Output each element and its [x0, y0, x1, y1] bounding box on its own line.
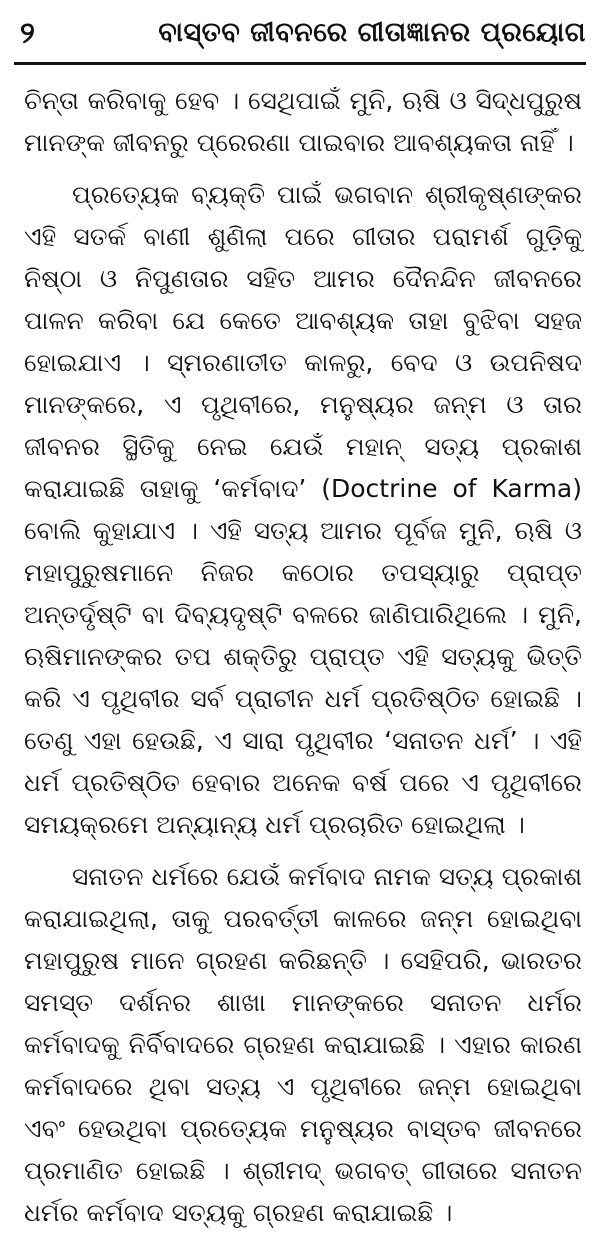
page-number: ୨	[20, 15, 35, 51]
header-rule	[14, 62, 586, 65]
body-text	[24, 80, 582, 1244]
paragraph-2: ପ୍ରତ୍ୟେକ ବ୍ୟକ୍ତି ପାଇଁ ଭଗବାନ ଶ୍ରୀକୃଷ୍ଣଙ୍କର ଏହି ସତର୍କ ବାଣୀ ଶୁଣିଲା ପରେ ଗୀତାର ପରାମର୍ଶ ଗୁଡ଼ିକୁ ନିଷ୍ଠା ଓ ନିପୁଣତାର ସହିତ ଆମର ଦୈନନ୍ଦିନ ଜୀବନରେ ପାଳନ କରିବା ଯେ କେତେ ଆବଶ୍ୟକ ତାହା ବୁଝିବା ସହଜ ହୋଇଯାଏ । ସ୍ମରଣାତୀତ କାଳରୁ, ବେଦ ଓ ଉପନିଷଦ ମାନଙ୍କରେ, ଏ ପୃଥିବୀରେ, ମନୁଷ୍ୟର ଜନ୍ମ ଓ ତାର ଜୀବନର ସ୍ଥିତିକୁ ନେଇ ଯେଉଁ ମହାନ୍ ସତ୍ୟ ପ୍ରକାଶ କରାଯାଇଛି ତାହାକୁ ‘କର୍ମବାଦ’ (Doctrine of Karma) ବୋଲି କୁହାଯାଏ । ଏହି ସତ୍ୟ ଆମର ପୂର୍ବଜ ମୁନି, ଋଷି ଓ ମହାପୁରୁଷମାନେ ନିଜର କଠୋର ତପସ୍ୟାରୁ ପ୍ରାପ୍ତ ଅନ୍ତର୍ଦୃଷ୍ଟି ବା ଦିବ୍ୟଦୃଷ୍ଟି ବଳରେ ଜାଣିପାରିଥିଲେ । ମୁନି, ଋଷିମାନଙ୍କର ତପ ଶକ୍ତିରୁ ପ୍ରାପ୍ତ ଏହି ସତ୍ୟକୁ ଭିତ୍ତି କରି ଏ ପୃଥିବୀର ସର୍ବ ପ୍ରାଚୀନ ଧର୍ମ ପ୍ରତିଷ୍ଠିତ ହୋଇଛି । ତେଣୁ ଏହା ହେଉଛି, ଏ ସାରା ପୃଥିବୀର ‘ସନାତନ ଧର୍ମ’ । ଏହି ଧର୍ମ ପ୍ରତିଷ୍ଠିତ ହେବାର ଅନେକ ବର୍ଷ ପରେ ଏ ପୃଥିବୀରେ ସମୟକ୍ରମେ ଅନ୍ୟାନ୍ୟ ଧର୍ମ ପ୍ରଚାରିତ ହୋଇଥିଲା ।	[24, 180, 582, 839]
paragraph-3: ସନାତନ ଧର୍ମରେ ଯେଉଁ କର୍ମବାଦ ନାମକ ସତ୍ୟ ପ୍ରକାଶ କରାଯାଇଥିଲା, ତାକୁ ପରବର୍ତ୍ତୀ କାଳରେ ଜନ୍ମ ହୋଇଥିବା ମହାପୁରୁଷ ମାନେ ଗ୍ରହଣ କରିଛନ୍ତି । ସେହିପରି, ଭାରତର ସମସ୍ତ ଦର୍ଶନର ଶାଖା ମାନଙ୍କରେ ସନାତନ ଧର୍ମର କର୍ମବାଦକୁ ନିର୍ବିବାଦରେ ଗ୍ରହଣ କରାଯାଇଛି । ଏହାର କାରଣ କର୍ମବାଦରେ ଥିବା ସତ୍ୟ ଏ ପୃଥିବୀରେ ଜନ୍ମ ହୋଇଥିବା ଏବଂ ହେଉଥିବା ପ୍ରତ୍ୟେକ ମନୁଷ୍ୟର ବାସ୍ତବ ଜୀବନରେ ପ୍ରମାଣିତ ହୋଇଛି । ଶ୍ରୀମଦ୍ ଭଗବତ୍ ଗୀତାରେ ସନାତନ ଧର୍ମର କର୍ମବାଦ ସତ୍ୟକୁ ଗ୍ରହଣ କରାଯାଇଛି ।	[24, 862, 582, 1227]
paragraph-1: ଚିନ୍ତା କରିବାକୁ ହେବ । ସେଥିପାଇଁ ମୁନି, ଋଷି ଓ ସିଦ୍ଧପୁରୁଷ ମାନଙ୍କ ଜୀବନରୁ ପ୍ରେରଣା ପାଇବାର ଆବଶ୍ୟକତା ନାହିଁ ।	[24, 86, 582, 157]
page-header	[14, 10, 586, 56]
running-head-title: ବାସ୍ତବ ଜୀବନରେ ଗୀତାଜ୍ଞାନର ପ୍ରୟୋଗ	[158, 17, 586, 48]
